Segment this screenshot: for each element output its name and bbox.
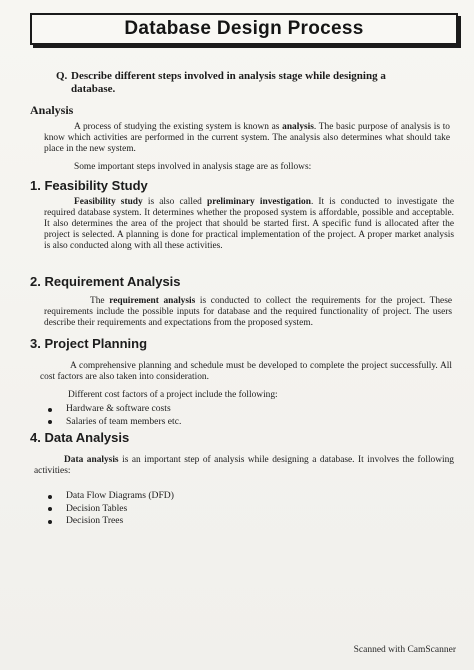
- feasibility-heading: 1. Feasibility Study: [30, 178, 148, 193]
- planning-paragraph: A comprehensive planning and schedule must be developed to complete the project successfully. All cost factors are also taken into consideration.: [40, 361, 452, 382]
- cost-factors-list: [44, 403, 181, 428]
- analysis-text-b: . The basic purpose of analysis is to know which activities are performed in the current system. The analysis also determines what should take place in the new system.: [44, 122, 450, 154]
- data-analysis-heading: 4. Data Analysis: [30, 430, 130, 445]
- analysis-heading: Analysis: [30, 103, 74, 117]
- list-item: Decision Tables: [44, 503, 174, 516]
- analysis-bold: analysis: [282, 122, 314, 132]
- requirement-heading: 2. Requirement Analysis: [30, 274, 181, 289]
- feasibility-text-2: . It is conducted to investigate the required database system. It determines whether the proposed system is affordable, possible and acceptable. It also determines the area of the project that should be started first. A specific fund is allocated after the project is selected. A planning is done for practical implementation of the project. A proper market analysis is also conducted along with all these activities.: [44, 197, 454, 251]
- cost-factors-intro: Different cost factors of a project include the following:: [68, 390, 278, 400]
- list-item: Decision Trees: [44, 515, 174, 528]
- requirement-bold: requirement analysis: [109, 296, 196, 306]
- list-item: Salaries of team members etc.: [44, 416, 181, 429]
- question-text-1: Describe different steps involved in analysis stage while designing a: [71, 70, 386, 82]
- page-title: Database Design Process: [124, 18, 364, 39]
- analysis-text-a: A process of studying the existing system is known as: [74, 122, 283, 132]
- requirement-text-0: The: [90, 296, 110, 306]
- feasibility-bold-2: preliminary investigation: [207, 197, 311, 207]
- data-activities-list: [44, 490, 174, 528]
- title-box: [30, 13, 458, 45]
- requirement-text-1: is conducted to collect the requirements for the project. These requirements include the possible inputs for database and the required functionality of project. The users describe their requirements and expectations from the proposed system.: [44, 296, 453, 328]
- feasibility-paragraph: [44, 197, 454, 252]
- data-analysis-paragraph: [34, 455, 454, 477]
- question-number: Q.: [56, 70, 68, 82]
- requirement-paragraph: [44, 296, 452, 329]
- question-line-1: [56, 70, 456, 83]
- data-analysis-text: is an important step of analysis while designing a database. It involves the following activities:: [34, 455, 454, 476]
- analysis-steps-intro: Some important steps involved in analysis stage are as follows:: [74, 162, 312, 172]
- data-analysis-bold: Data analysis: [64, 455, 119, 465]
- planning-heading: 3. Project Planning: [30, 336, 148, 351]
- question-text-2: database.: [71, 83, 116, 95]
- list-item: Data Flow Diagrams (DFD): [44, 490, 174, 503]
- question-block: [56, 70, 456, 96]
- feasibility-bold-1: Feasibility study: [74, 197, 143, 207]
- feasibility-text-1: is also called: [142, 197, 207, 207]
- scanner-watermark: Scanned with CamScanner: [353, 645, 456, 655]
- list-item: Hardware & software costs: [44, 403, 181, 416]
- analysis-paragraph: [44, 122, 450, 155]
